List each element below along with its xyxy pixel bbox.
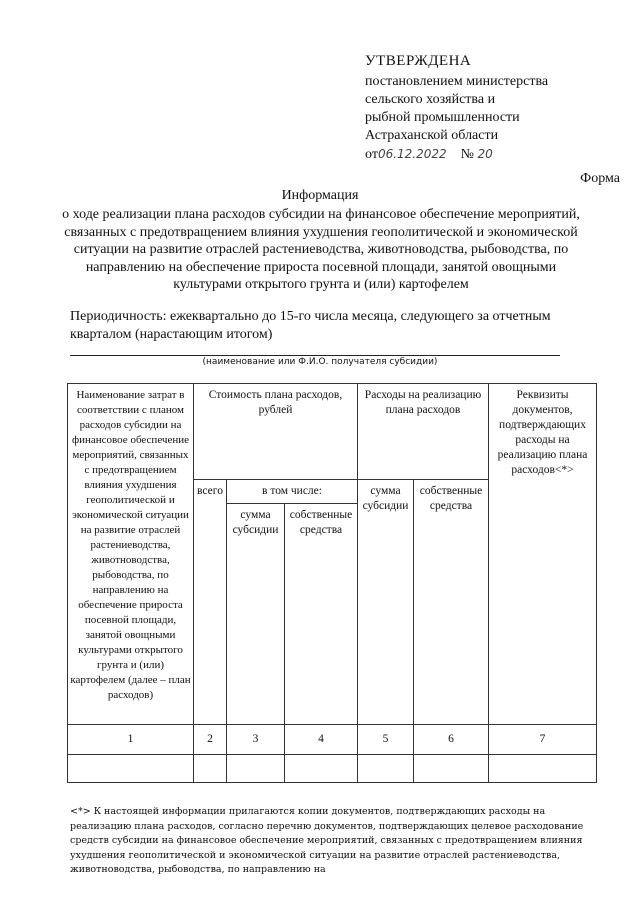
- empty-cell: [414, 755, 489, 783]
- approval-line-1: постановлением министерства: [365, 74, 549, 89]
- approval-stamp: [365, 52, 625, 164]
- date-prefix: от: [365, 147, 378, 162]
- recipient-caption: (наименование или Ф.И.О. получателя субсидии): [202, 357, 438, 367]
- empty-cell: [285, 755, 358, 783]
- approval-date-number: [365, 145, 625, 164]
- col-header-cost-name: Наименование затрат в соответствии с планом расходов субсидии на финансовое обеспечение мероприятий, связанных с предотвращением влияния ухудшения геополитической и экономической ситуации на развитие отраслей растениеводства, животноводства, рыбоводства, по направлению на обеспечение прироста посевной площади, занятой овощными культурами открытого грунта и (или) картофелем (далее – план расходов): [68, 384, 194, 725]
- col-header-documents: Реквизиты документов, подтверждающих расходы на реализацию плана расходов<*>: [489, 384, 597, 725]
- approval-line-2: сельского хозяйства и: [365, 92, 496, 107]
- col-header-including: в том числе:: [227, 480, 358, 504]
- form-label: Форма: [580, 171, 620, 186]
- empty-cell: [358, 755, 414, 783]
- handwritten-number: 20: [477, 147, 493, 161]
- recipient-name-line: [70, 355, 560, 356]
- approval-line-3: рыбной промышленности: [365, 110, 520, 125]
- empty-cell: [68, 755, 194, 783]
- col-number-6: 6: [414, 725, 489, 755]
- periodicity-text: Периодичность: ежеквартально до 15-го числа месяца, следующего за отчетным кварталом (нарастающим итогом): [70, 309, 551, 342]
- col-header-cost-group: Стоимость плана расходов, рублей: [194, 384, 358, 480]
- col-header-exp-own-funds: собственные средства: [414, 480, 489, 725]
- col-number-7: 7: [489, 725, 597, 755]
- approval-title: УТВЕРЖДЕНА: [365, 53, 472, 69]
- table-row: [68, 755, 597, 783]
- footnote: <*> К настоящей информации прилагаются копии документов, подтверждающих расходы на реализацию плана расходов, согласно перечню документов, подтверждающих целевое расходование средств субсидии на финансовое обеспечение мероприятий, связанных с предотвращением влияния ухудшения геополитической и экономической ситуации на развитие отраслей растениеводства, животноводства, рыбоводства, по направлению на: [70, 806, 584, 875]
- empty-cell: [227, 755, 285, 783]
- col-number-2: 2: [194, 725, 227, 755]
- report-table: [67, 383, 597, 783]
- handwritten-date: 06.12.2022: [377, 147, 447, 161]
- col-number-3: 3: [227, 725, 285, 755]
- approval-line-4: Астраханской области: [365, 128, 499, 143]
- number-prefix: №: [460, 147, 475, 162]
- col-header-exp-subsidy: сумма субсидии: [358, 480, 414, 725]
- document-title: Информация: [281, 188, 359, 203]
- col-header-own-funds: собственные средства: [285, 504, 358, 725]
- col-number-5: 5: [358, 725, 414, 755]
- col-number-1: 1: [68, 725, 194, 755]
- empty-cell: [489, 755, 597, 783]
- col-number-4: 4: [285, 725, 358, 755]
- empty-cell: [194, 755, 227, 783]
- col-header-subsidy-amount: сумма субсидии: [227, 504, 285, 725]
- document-subject: о ходе реализации плана расходов субсидии на финансовое обеспечение мероприятий, связанных с предотвращением влияния ухудшения геополитической и экономической ситуации на развитие отраслей растениеводства, животноводства, рыбоводства, по направлению на обеспечение прироста посевной площади, занятой овощными культурами открытого грунта и (или) картофелем: [62, 207, 580, 292]
- col-header-expenses-group: Расходы на реализацию плана расходов: [358, 384, 489, 480]
- col-header-total: всего: [194, 480, 227, 725]
